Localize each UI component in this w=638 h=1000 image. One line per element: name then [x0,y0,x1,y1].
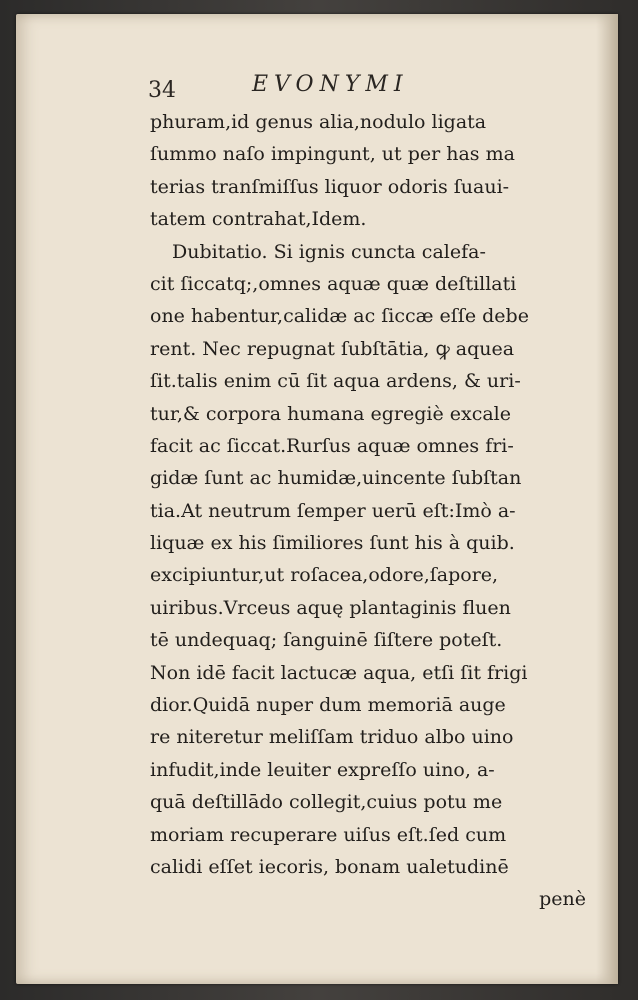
text-line: re niteretur meliſſam triduo albo uino [150,726,514,749]
text-line: rent. Nec repugnat ſubſtātia, ꝙ aquea [150,337,515,360]
text-line: uiribus.Vrceus aquę plantaginis fluen [150,596,511,619]
text-line: moriam recuperare uiſus eſt.ſed cum [150,823,507,846]
text-line: cit ſiccatq;,omnes aquæ quæ deſtillati [150,272,517,295]
text-line: tatem contrahat,Idem. [150,208,367,231]
page-gutter-shadow [596,14,618,984]
text-line: infudit,inde leuiter expreſſo uino, a- [150,758,495,781]
text-line: tur,& corpora humana egregiè excale [150,402,511,425]
text-line: quā deſtillādo collegit,cuius potu me [150,791,503,814]
text-line: tia.At neutrum ſemper uerū eſt:Imò a- [150,499,516,522]
catchword: penè [539,888,586,911]
text-line: ſummo naſo impingunt, ut per has ma [150,143,515,166]
paragraph-start-line: Dubitatio. Si ignis cuncta calefa- [172,240,486,263]
text-line: liquæ ex his ſimiliores ſunt his à quib. [150,532,515,555]
text-line: excipiuntur,ut roſacea,odore,ſapore, [150,564,499,587]
text-line: facit ac ſiccat.Rurſus aquæ omnes fri- [150,434,514,457]
text-line: one habentur,calidæ ac ſiccæ eſſe debe [150,305,529,328]
text-line: calidi eſſet iecoris, bonam ualetudinē [150,855,509,878]
running-title: EVONYMI [252,72,409,97]
text-line: tē undequaq; ſanguinē ſiſtere poteſt. [150,629,503,652]
text-line: dior.Quidā nuper dum memoriā auge [150,694,506,717]
text-line: phuram,id genus alia,nodulo ligata [150,111,487,133]
text-line: ſit.talis enim cū ſit aqua ardens, & uri- [150,370,521,393]
page-number: 34 [148,78,176,103]
body-text [150,106,590,916]
text-line: terias tranſmiſſus liquor odoris ſuaui- [150,175,510,198]
text-line: gidæ ſunt ac humidæ,uincente ſubſtan [150,467,522,490]
text-line: Non idē facit lactucæ aqua, etſi ſit frigi [150,661,528,684]
